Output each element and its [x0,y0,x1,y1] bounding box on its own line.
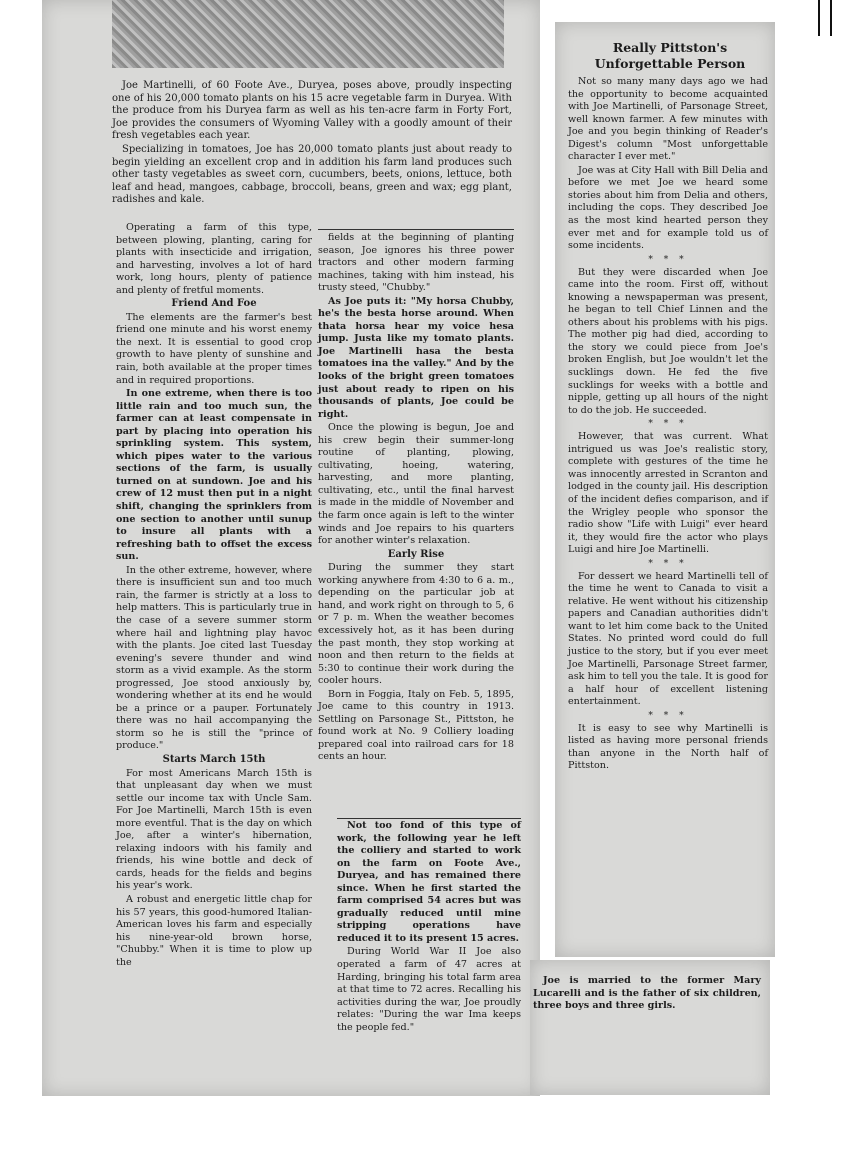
caption-paragraph: Joe Martinelli, of 60 Foote Ave., Duryea, poses above, proudly inspecting one of his 20,000 tomato plants on his 15 acre vegetable farm in Duryea. With the produce from his Duryea farm as well as his ten-acre farm in Forty Fort, Joe provides the consumers of Wyoming Valley with a goodly amount of their fresh vegetables each year. [112,80,512,142]
crop-mark [830,0,832,36]
paragraph: In the other extreme, however, where there is insufficient sun and too much rain, the farmer is strictly at a loss to help matters. This is particularly true in the case of a severe summer storm where hail and lightning play havoc with the plants. Joe cited last Tuesday evening's severe thunder and wind storm as a vivid example. As the storm progressed, Joe stood anxiously by, wondering whether at its end he would be a prince or a pauper. Fortunately there was no hail accompanying the storm so he is still the "prince of produce." [116,564,312,752]
paragraph: During World War II Joe also operated a farm of 47 acres at Harding, bringing his total farm area at that time to 72 acres. Recalling his activities during the war, Joe proudly relates: "During the war Ima keeps the people fed." [337,946,521,1033]
paragraph: Joe was at City Hall with Bill Delia and before we met Joe we heard some stories about him from Delia and others, including the cops. They described Joe as the most kind hearted person they ever met and for example told us of some incidents. [568,164,768,252]
paragraph: Operating a farm of this type, between plowing, planting, caring for plants with insecticide and irrigation, and harvesting, involves a lot of hard work, long hours, plenty of patience and plenty of fretful moments. [116,222,312,296]
paragraph: For dessert we heard Martinelli tell of the time he went to Canada to visit a relative. He went without his citizenship papers and Canadian authorities didn't want to let him come back to the United States. No printed word could do full justice to the story, but if you ever meet Joe Martinelli, Parsonage Street farmer, ask him to tell you the tale. It is good for a half hour of excellent listening entertainment. [568,570,768,708]
headline-line: Really Pittston's [612,40,728,55]
paragraph: A robust and energetic little chap for his 57 years, this good-humored Italian-American loves his farm and especially his nine-year-old brown horse, "Chubby." When it is time to plow up the [116,893,312,968]
sidebar-headline [570,40,770,72]
paragraph: fields at the beginning of planting season, Joe ignores his three power tractors and other modern farming machines, taking with him instead, his trusty steed, "Chubby." [318,232,514,294]
sidebar-column [568,76,768,774]
paragraph: Not so many many days ago we had the opportunity to become acquainted with Joe Martinelli, of Parsonage Street, well known farmer. A few minutes with Joe and you begin thinking of Reader's Digest's column "Most unforgettable character I ever met." [568,76,768,163]
paragraph: However, that was current. What intrigued us was Joe's realistic story, complete with gestures of the time he was innocently arrested in Scranton and lodged in the county jail. His description of the incident defies comparison, and if the Wrigley people who sponsor the radio show "Life with Luigi" ever heard it, they would fire the actor who plays Luigi and hire Joe Martinelli. [568,431,768,556]
caption-paragraph: Specializing in tomatoes, Joe has 20,000 tomato plants just about ready to begin yielding an excellent crop and in addition his farm land produces such other tasty vegetables as sweet corn, cucumbers, beets, onions, lettuce, both leaf and head, mangoes, cabbage, broccoli, beans, green and wax; egg plant, radishes and kale. [112,143,512,206]
paragraph: As Joe puts it: "My horsa Chubby, he's the besta horse around. When thata horsa hear my voice hesa jump. Justa like my tomato plants. Joe Martinelli hasa the besta tomatoes ina the valley." And by the looks of the bright green tomatoes just about ready to ripen on his thousands of plants, Joe could be right. [318,295,514,420]
paragraph: For most Americans March 15th is that unpleasant day when we must settle our income tax with Uncle Sam. For Joe Martinelli, March 15th is even more eventful. That is the day on which Joe, after a winter's hibernation, relaxing indoors with his family and friends, his wine bottle and deck of cards, heads for the fields and begins his year's work. [116,767,312,892]
section-separator: * * * [648,710,688,721]
photo-caption [112,80,512,208]
subheading-starts-march: Starts March 15th [162,753,266,765]
farm-photo [112,0,504,68]
subheading-friend-and-foe: Friend And Foe [171,298,257,310]
subheading-early-rise: Early Rise [387,548,445,560]
headline-line: Unforgettable Person [594,56,746,71]
crop-mark [818,0,820,36]
section-separator: * * * [648,419,688,430]
article-column-2-continued [337,820,521,1035]
paragraph: In one extreme, when there is too little rain and too much sun, the farmer can at least compensate in part by placing into operation his sprinkling system. This system, which pipes water to the various sections of the farm, is usually turned on at sundown. Joe and his crew of 12 must then put in a night shift, changing the sprinklers from one section to another until sunup to insure all plants with a refreshing bath to offset the excess sun. [116,388,312,563]
paragraph: The elements are the farmer's best friend one minute and his worst enemy the next. It is essential to good crop growth to have plenty of sunshine and rain, both available at the proper times and in required proportions. [116,311,312,386]
paragraph: But they were discarded when Joe came into the room. First off, without knowing a newspaperman was present, he began to tell Chief Linnen and the others about his problems with his pigs. The mother pig had died, according to the story we could piece from Joe's broken English, but Joe wouldn't let the sucklings down. He fed the five sucklings for weeks with a bottle and nipple, getting up all hours of the night to do the job. He succeeded. [568,266,768,416]
section-separator: * * * [648,558,688,569]
paragraph: Once the plowing is begun, Joe and his crew begin their summer-long routine of planting, plowing, cultivating, hoeing, watering, harvesting, and more planting, cultivating, etc., until the final harvest is made in the middle of November and the farm once again is left to the winter winds and Joe repairs to his quarters for another winter's relaxation. [318,422,514,547]
column-rule [318,229,514,230]
paragraph: Joe is married to the former Mary Lucarelli and is the father of six children, three boys and three girls. [533,975,761,1012]
paragraph: It is easy to see why Martinelli is listed as having more personal friends than anyone in the North half of Pittston. [568,722,768,772]
article-column-1 [116,222,312,970]
article-closing [533,975,761,1014]
paragraph: During the summer they start working anywhere from 4:30 to 6 a. m., depending on the particular job at hand, and work right on through to 5, 6 or 7 p. m. When the weather becomes excessively hot, as it has been during the past month, they stop working at noon and then return to the fields at 5:30 to continue their work during the cooler hours. [318,562,514,687]
paragraph: Not too fond of this type of work, the following year he left the colliery and started to work on the farm on Foote Ave., Duryea, and has remained there since. When he first started the farm comprised 54 acres but was gradually reduced until mine stripping operations have reduced it to its present 15 acres. [337,820,521,944]
column-rule [337,818,521,819]
paragraph: Born in Foggia, Italy on Feb. 5, 1895, Joe came to this country in 1913. Settling on Parsonage St., Pittston, he found work at No. 9 Colliery loading prepared coal into railroad cars for 18 cents an hour. [318,688,514,763]
section-separator: * * * [648,254,688,265]
article-column-2 [318,232,514,765]
